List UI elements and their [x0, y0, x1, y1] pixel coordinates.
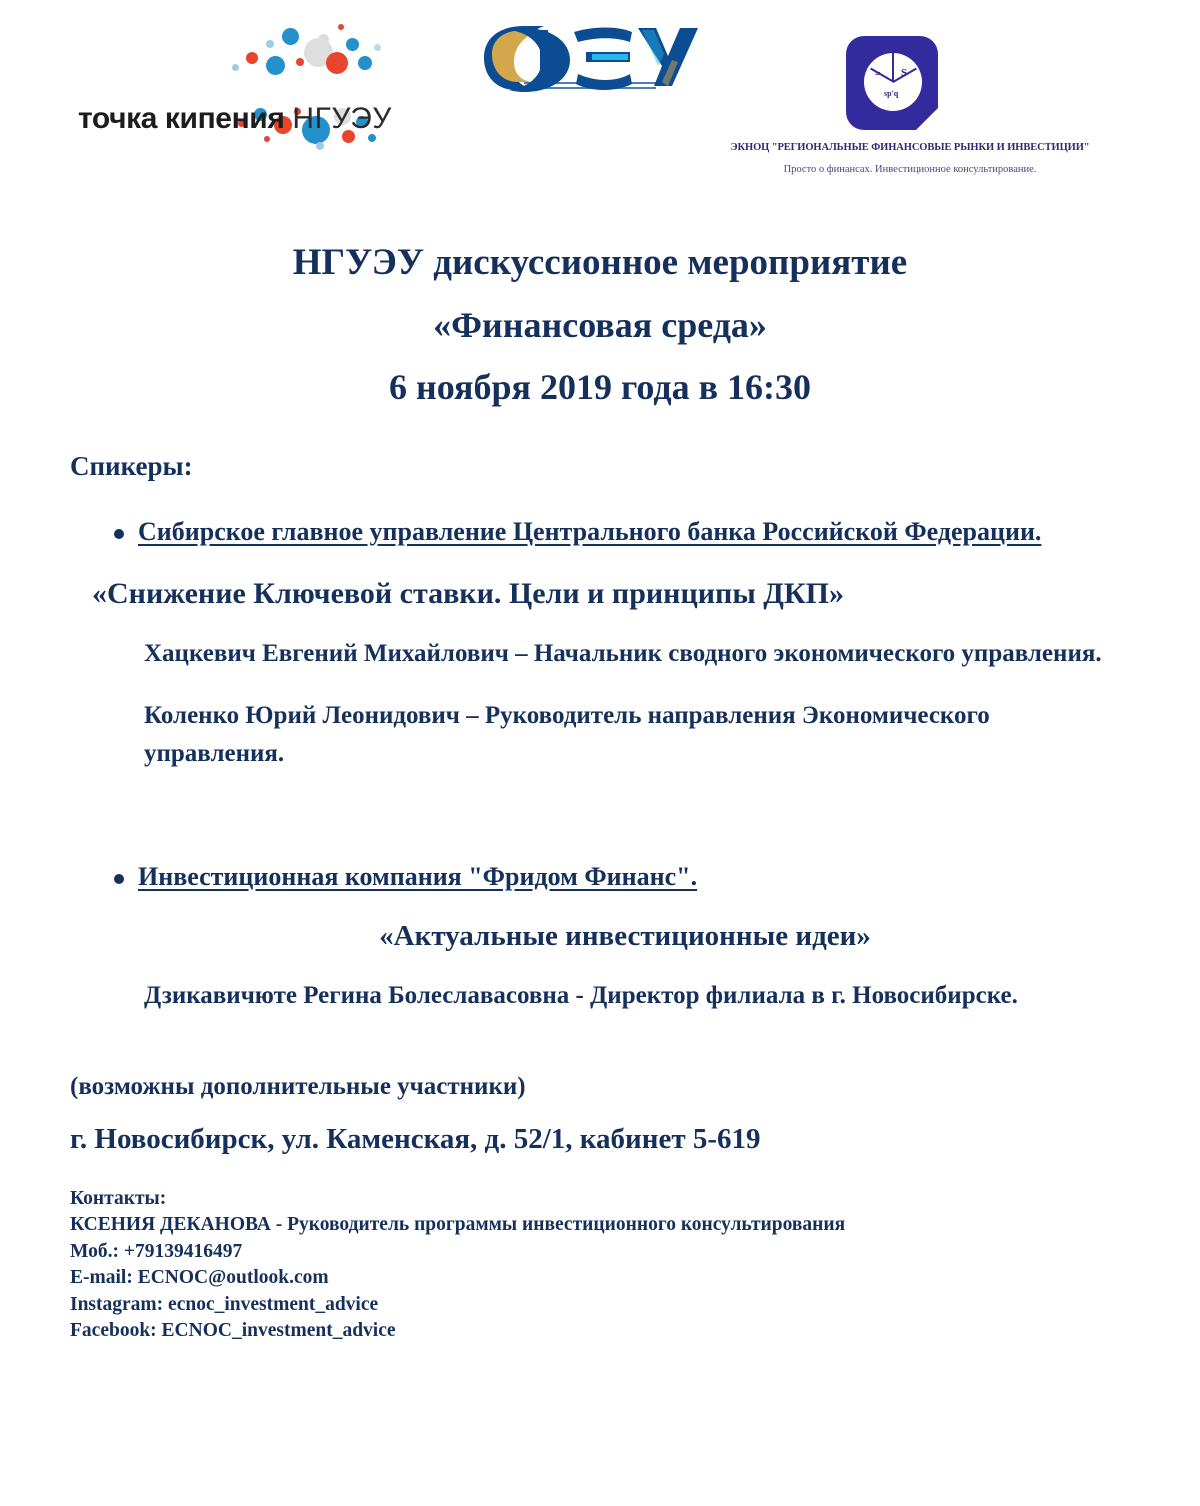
- tk-word-bold: точка кипения: [78, 102, 285, 135]
- contact-phone: Моб.: +79139416497: [70, 1240, 243, 1262]
- eknoc-logo: [700, 20, 1120, 190]
- event-datetime: 6 ноября 2019 года в 16:30: [388, 367, 812, 407]
- nsuem-emblem-icon: [466, 16, 698, 121]
- section-spacer: [70, 773, 1130, 827]
- eknoc-dial-icon: [864, 53, 922, 111]
- eknoc-glyph-right: S: [901, 67, 908, 79]
- eknoc-title: ЭКНОЦ "РЕГИОНАЛЬНЫЕ ФИНАНСОВЫЕ РЫНКИ И ИНВЕСТИЦИИ": [730, 142, 1090, 153]
- event-title-block: [70, 244, 1130, 405]
- event-title-line-1: НГУЭУ дискуссионное мероприятие: [292, 242, 908, 283]
- contact-facebook: Facebook: ECNOC_investment_advice: [70, 1320, 396, 1342]
- contact-person: КСЕНИЯ ДЕКАНОВА - Руководитель программы инвестиционного консультирования: [70, 1214, 846, 1236]
- contacts-label: Контакты:: [70, 1187, 167, 1209]
- event-title-line-2: «Финансовая среда»: [433, 305, 767, 345]
- speakers-list: [70, 514, 1130, 551]
- poster-body: [0, 244, 1200, 1345]
- eknoc-mark-icon: [846, 36, 938, 130]
- eknoc-subtitle: Просто о финансах. Инвестиционное консультирование.: [783, 164, 1037, 175]
- speaker-group-2: [70, 859, 1130, 896]
- additional-participants-note: (возможны дополнительные участники): [70, 1072, 526, 1100]
- contacts-block: [70, 1186, 1130, 1345]
- nsuem-logo: [466, 16, 698, 121]
- speaker-person-1-2: Коленко Юрий Леонидович – Руководитель направления Экономического управления.: [144, 701, 990, 767]
- nsuem-microtext: [524, 82, 664, 98]
- venue-address: г. Новосибирск, ул. Каменская, д. 52/1, кабинет 5-619: [70, 1122, 761, 1155]
- speaker-group-1: [70, 514, 1130, 551]
- speaker-person-2-1: Дзикавичюте Регина Болеславасовна - Директор филиала в г. Новосибирске.: [144, 981, 1018, 1009]
- speakers-label: Спикеры:: [70, 451, 193, 481]
- contact-instagram: Instagram: ecnoc_investment_advice: [70, 1293, 379, 1315]
- boiling-point-dots-icon: [218, 24, 398, 156]
- tochka-kipeniya-logo: [78, 24, 458, 156]
- speaker-person-1-1: Хацкевич Евгений Михайлович – Начальник сводного экономического управления.: [144, 639, 1102, 667]
- speakers-list-second: [70, 859, 1130, 896]
- tochka-kipeniya-wordmark: [78, 102, 392, 136]
- speaker-organization: Сибирское главное управление Центрального банка Российской Федерации.: [138, 517, 1042, 546]
- speaker-topic-2: «Актуальные инвестиционные идеи»: [379, 919, 871, 952]
- eknoc-glyph-bottom: sp'q: [884, 89, 899, 98]
- tk-word-light: НГУЭУ: [292, 102, 392, 135]
- speaker-topic-1: «Снижение Ключевой ставки. Цели и принципы ДКП»: [92, 576, 844, 610]
- speaker-organization-2: Инвестиционная компания "Фридом Финанс".: [138, 861, 698, 891]
- contact-email: E-mail: ECNOC@outlook.com: [70, 1267, 329, 1289]
- eknoc-glyph-left: =: [875, 69, 881, 80]
- logo-band: [0, 0, 1200, 200]
